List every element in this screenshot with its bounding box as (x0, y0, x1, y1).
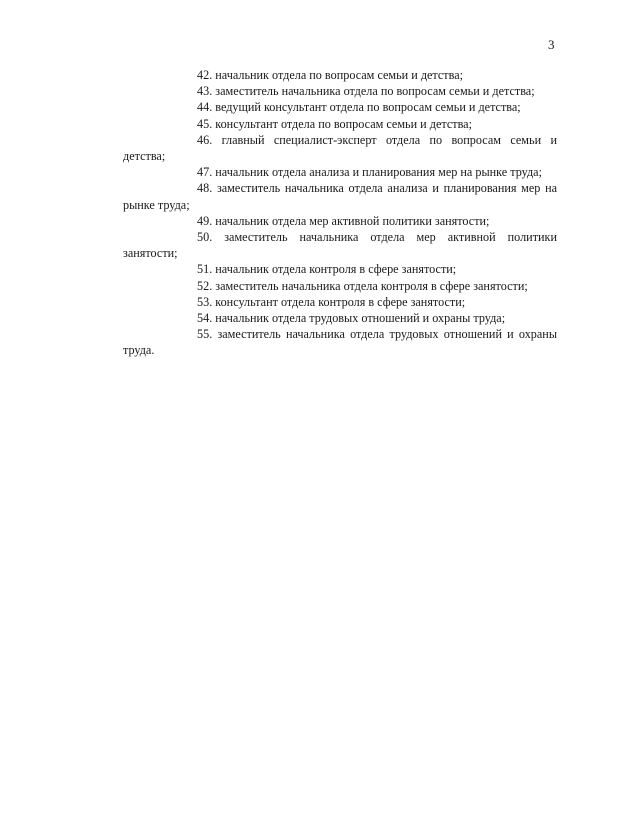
list-item (123, 164, 557, 180)
list-item (123, 261, 557, 277)
item-text: начальник отдела анализа и планирования мер на рынке труда; (215, 165, 542, 180)
item-text: консультант отдела контроля в сфере занятости; (215, 294, 466, 309)
position-list (123, 67, 557, 359)
list-item (123, 180, 557, 212)
list-item (123, 132, 557, 164)
list-item (123, 326, 557, 358)
item-number: 43. (197, 84, 213, 99)
list-item (123, 229, 557, 261)
list-item (123, 99, 557, 115)
page-number: 3 (548, 37, 555, 52)
list-item (123, 278, 557, 294)
item-text: ведущий консультант отдела по вопросам семьи и детства; (215, 100, 521, 115)
item-number: 52. (197, 278, 213, 293)
item-number: 50. (197, 230, 213, 245)
item-text: заместитель начальника отдела анализа и планирования мер на рынке труда; (123, 181, 558, 212)
item-number: 55. (197, 327, 213, 342)
item-number: 54. (197, 311, 213, 326)
item-number: 51. (197, 262, 213, 277)
list-item (123, 310, 557, 326)
list-item (123, 67, 557, 83)
item-text: начальник отдела трудовых отношений и охраны труда; (215, 311, 506, 326)
list-item (123, 116, 557, 132)
item-number: 48. (197, 181, 213, 196)
item-number: 47. (197, 165, 213, 180)
list-item (123, 83, 557, 99)
item-text: заместитель начальника отдела по вопросам семьи и детства; (215, 84, 535, 99)
item-text: начальник отдела мер активной политики занятости; (215, 213, 490, 228)
item-number: 53. (197, 294, 213, 309)
item-text: заместитель начальника отдела контроля в сфере занятости; (215, 278, 528, 293)
list-item (123, 294, 557, 310)
item-text: начальник отдела по вопросам семьи и детства; (215, 68, 464, 82)
item-text: главный специалист-эксперт отдела по вопросам семьи и детства; (123, 132, 557, 164)
item-text: заместитель начальника отдела мер активной политики занятости; (123, 230, 557, 261)
item-text: начальник отдела контроля в сфере занятости; (215, 262, 457, 277)
list-item (123, 213, 557, 229)
item-number: 46. (197, 132, 213, 147)
item-number: 42. (197, 68, 213, 82)
item-number: 49. (197, 213, 213, 228)
item-number: 44. (197, 100, 213, 115)
item-number: 45. (197, 116, 213, 131)
item-text: заместитель начальника отдела трудовых отношений и охраны труда. (123, 327, 558, 358)
item-text: консультант отдела по вопросам семьи и детства; (215, 116, 472, 131)
